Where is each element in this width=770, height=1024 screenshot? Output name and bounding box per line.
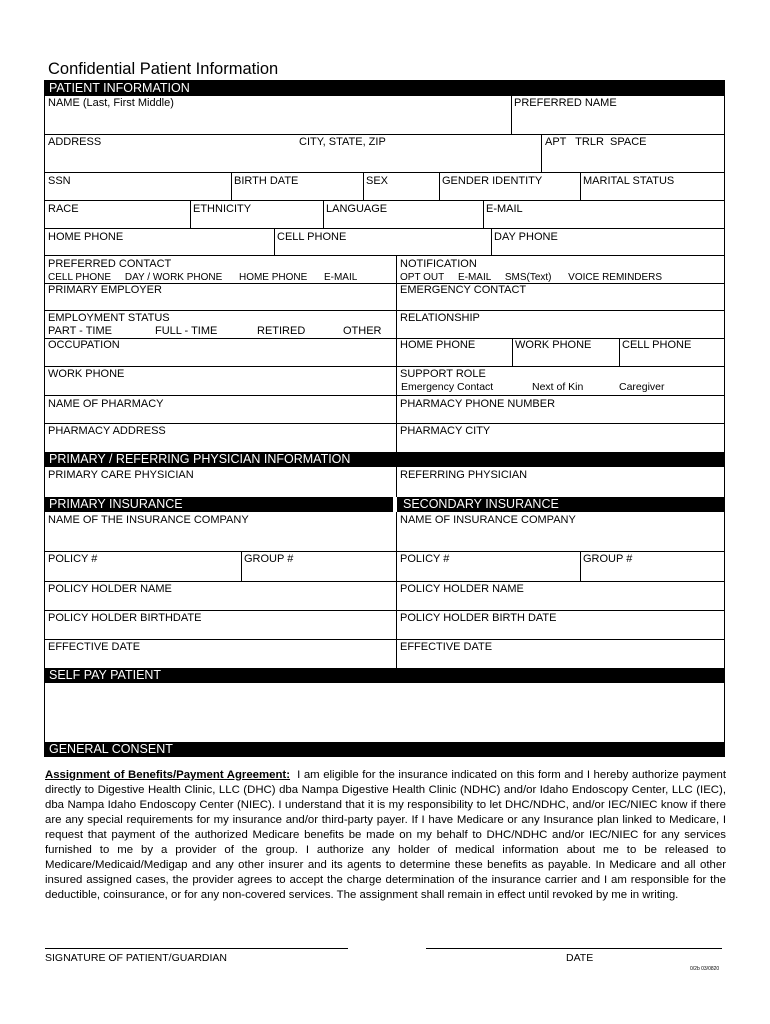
relationship-field[interactable]: RELATIONSHIP [400, 312, 480, 324]
language-field[interactable]: LANGUAGE [326, 203, 388, 215]
rule [45, 310, 724, 311]
city-state-zip-field[interactable]: CITY, STATE, ZIP [299, 136, 386, 148]
section-primary-insurance: PRIMARY INSURANCE [45, 497, 393, 512]
divider [323, 200, 324, 228]
secondary-holder-birthdate-field[interactable]: POLICY HOLDER BIRTH DATE [400, 612, 557, 624]
divider [363, 172, 364, 200]
work-phone-field[interactable]: WORK PHONE [48, 368, 125, 380]
divider [396, 512, 397, 668]
gender-identity-field[interactable]: GENDER IDENTITY [442, 175, 543, 187]
marital-status-field[interactable]: MARITAL STATUS [583, 175, 675, 187]
home-phone-field[interactable]: HOME PHONE [48, 231, 124, 243]
support-role-label: SUPPORT ROLE [400, 368, 486, 380]
part-time-option[interactable]: PART - TIME [48, 325, 112, 337]
form-title: Confidential Patient Information [48, 60, 279, 78]
divider [619, 338, 620, 366]
preferred-contact-options[interactable]: CELL PHONE DAY / WORK PHONE HOME PHONE E-MAIL [48, 272, 358, 283]
rule [45, 366, 724, 367]
section-patient-information: PATIENT INFORMATION [45, 81, 724, 96]
patient-signature-label: SIGNATURE OF PATIENT/GUARDIAN [45, 952, 228, 964]
name-field[interactable]: NAME (Last, First Middle) [48, 97, 174, 109]
apt-trlr-space-field[interactable]: APT TRLR SPACE [545, 136, 647, 148]
rule [45, 134, 724, 135]
day-phone-field[interactable]: DAY PHONE [494, 231, 558, 243]
rule [45, 610, 724, 611]
divider [541, 134, 542, 172]
ec-home-phone-field[interactable]: HOME PHONE [400, 339, 476, 351]
cell-phone-field[interactable]: CELL PHONE [277, 231, 347, 243]
consent-heading: Assignment of Benefits/Payment Agreement: [45, 769, 291, 781]
divider [190, 200, 191, 228]
emergency-contact-option[interactable]: Emergency Contact [401, 381, 494, 393]
secondary-insurance-company-field[interactable]: NAME OF INSURANCE COMPANY [400, 514, 576, 526]
primary-group-field[interactable]: GROUP # [244, 553, 294, 565]
rule [45, 639, 724, 640]
rule [45, 255, 724, 256]
section-general-consent: GENERAL CONSENT [45, 742, 724, 757]
rule [45, 581, 724, 582]
rule [45, 423, 724, 424]
occupation-field[interactable]: OCCUPATION [48, 339, 120, 351]
referring-physician-field[interactable]: REFERRING PHYSICIAN [400, 469, 528, 481]
section-physician-information: PRIMARY / REFERRING PHYSICIAN INFORMATION [45, 452, 724, 467]
pharmacy-address-field[interactable]: PHARMACY ADDRESS [48, 425, 166, 437]
form-code: 0/2b 03/0820 [690, 966, 720, 972]
emergency-contact-field[interactable]: EMERGENCY CONTACT [400, 284, 527, 296]
rule [45, 551, 724, 552]
secondary-group-field[interactable]: GROUP # [583, 553, 633, 565]
divider [580, 551, 581, 581]
notification-label: NOTIFICATION [400, 258, 477, 270]
section-secondary-insurance: SECONDARY INSURANCE [397, 497, 724, 512]
next-of-kin-option[interactable]: Next of Kin [532, 381, 584, 393]
primary-holder-name-field[interactable]: POLICY HOLDER NAME [48, 583, 172, 595]
rule [45, 172, 724, 173]
preferred-contact-label: PREFERRED CONTACT [48, 258, 172, 270]
divider [580, 172, 581, 200]
race-field[interactable]: RACE [48, 203, 79, 215]
ssn-field[interactable]: SSN [48, 175, 71, 187]
primary-insurance-company-field[interactable]: NAME OF THE INSURANCE COMPANY [48, 514, 249, 526]
birth-date-field[interactable]: BIRTH DATE [234, 175, 299, 187]
self-pay-area[interactable] [45, 683, 724, 742]
rule [45, 200, 724, 201]
divider [483, 200, 484, 228]
secondary-holder-name-field[interactable]: POLICY HOLDER NAME [400, 583, 524, 595]
full-time-option[interactable]: FULL - TIME [155, 325, 218, 337]
pharmacy-city-field[interactable]: PHARMACY CITY [400, 425, 491, 437]
pharmacy-phone-field[interactable]: PHARMACY PHONE NUMBER [400, 398, 556, 410]
divider [241, 551, 242, 581]
divider [396, 255, 397, 452]
address-field[interactable]: ADDRESS [48, 136, 102, 148]
caregiver-option[interactable]: Caregiver [619, 381, 665, 393]
divider [231, 172, 232, 200]
consent-paragraph [45, 768, 726, 903]
patient-signature-line[interactable] [45, 948, 348, 949]
consent-body: I am eligible for the insurance indicated on this form and I hereby authorize payment directly to Digestive Health Clinic, LLC (DHC) dba Nampa Digestive Health Clinic (NDHC) and/or Idaho Endoscopy Center, LLC (IEC), dba Nampa Idaho Endoscopy Center (NIEC). I understand that it is my responsibility to let DHC/NDHC, and/or IEC/NIEC know if there are any special requirements for my insurance and/or third-party payer. If I have Medicare or any Insurance plan linked to Medicare, I request that payment of the authorized Medicare benefits be made on my behalf to DHC/NDHC and/or IEC/NIEC for any services furnished to me by a provider of the group. I authorize any holder of medical information about me to be released to Medicare/Medicaid/Medigap and any other insurer and its agents to determine these benefits as payable. In Medicare and all other insured assigned cases, the provider agrees to accept the charge determination of the insurance carrier and I am responsible for the deductible, coinsurance, or for any non-covered services. The assignment shall remain in effect until revoked by me in writing. [45, 769, 726, 901]
date-label: DATE [566, 952, 594, 964]
pharmacy-name-field[interactable]: NAME OF PHARMACY [48, 398, 164, 410]
ethnicity-field[interactable]: ETHNICITY [193, 203, 252, 215]
divider [511, 96, 512, 134]
divider [274, 228, 275, 255]
preferred-name-field[interactable]: PREFERRED NAME [514, 97, 617, 109]
primary-policy-field[interactable]: POLICY # [48, 553, 98, 565]
divider [439, 172, 440, 200]
secondary-policy-field[interactable]: POLICY # [400, 553, 450, 565]
email-field[interactable]: E-MAIL [486, 203, 523, 215]
rule [45, 395, 724, 396]
primary-employer-field[interactable]: PRIMARY EMPLOYER [48, 284, 162, 296]
rule [45, 228, 724, 229]
other-option[interactable]: OTHER [343, 325, 382, 337]
patient-form [44, 80, 725, 757]
divider [396, 467, 397, 497]
divider [491, 228, 492, 255]
divider [512, 338, 513, 366]
employment-status-label: EMPLOYMENT STATUS [48, 312, 170, 324]
primary-effective-date-field[interactable]: EFFECTIVE DATE [48, 641, 141, 653]
primary-care-physician-field[interactable]: PRIMARY CARE PHYSICIAN [48, 469, 194, 481]
ec-work-phone-field[interactable]: WORK PHONE [515, 339, 592, 351]
section-self-pay: SELF PAY PATIENT [45, 668, 724, 683]
retired-option[interactable]: RETIRED [257, 325, 306, 337]
notification-options[interactable]: OPT OUT E-MAIL SMS(Text) VOICE REMINDERS [400, 272, 663, 283]
primary-holder-birthdate-field[interactable]: POLICY HOLDER BIRTHDATE [48, 612, 202, 624]
ec-cell-phone-field[interactable]: CELL PHONE [622, 339, 692, 351]
secondary-effective-date-field[interactable]: EFFECTIVE DATE [400, 641, 493, 653]
date-signature-line[interactable] [426, 948, 722, 949]
sex-field[interactable]: SEX [366, 175, 389, 187]
